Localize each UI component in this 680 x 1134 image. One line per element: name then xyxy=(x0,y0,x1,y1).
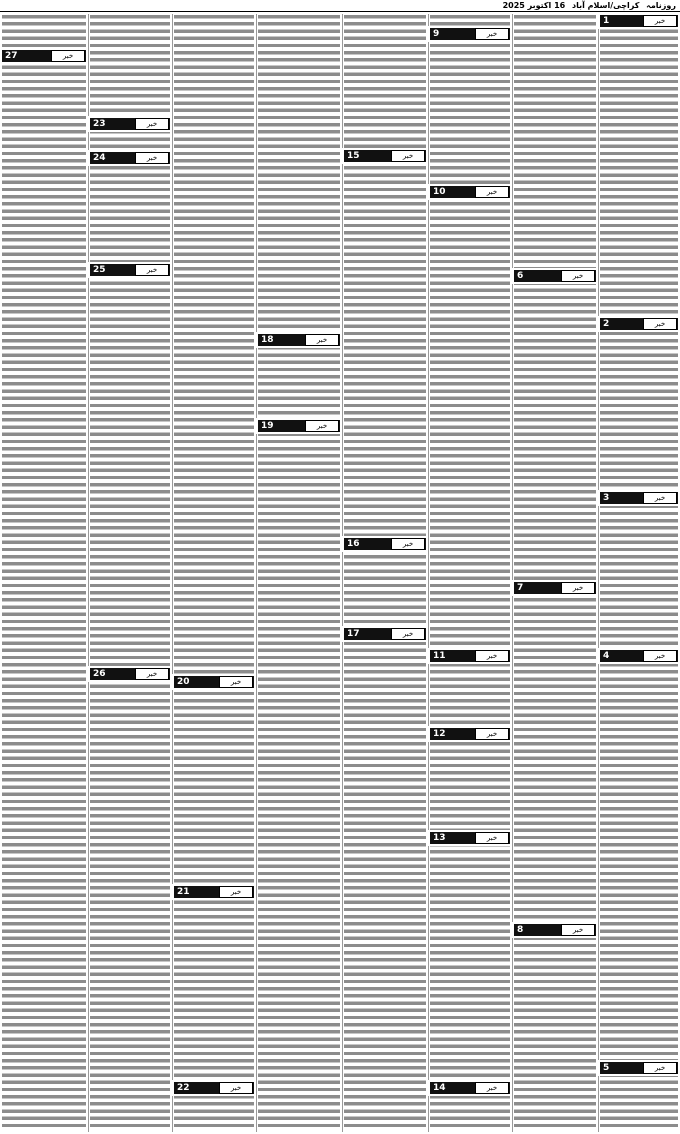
column-divider xyxy=(512,14,513,1132)
story-label: خبر xyxy=(219,886,253,898)
story-number: 7 xyxy=(517,583,524,593)
story-header-14 xyxy=(430,1082,510,1094)
story-label: خبر xyxy=(475,832,509,844)
story-label: خبر xyxy=(391,538,425,550)
story-number: 6 xyxy=(517,271,524,281)
story-header-8 xyxy=(514,924,596,936)
story-label: خبر xyxy=(475,186,509,198)
story-number: 5 xyxy=(603,1063,610,1073)
story-header-12 xyxy=(430,728,510,740)
column-5-text xyxy=(258,15,340,1131)
story-header-23 xyxy=(90,118,170,130)
story-number: 11 xyxy=(433,651,446,661)
story-header-9 xyxy=(430,28,510,40)
story-label: خبر xyxy=(643,318,677,330)
story-number: 19 xyxy=(261,421,274,431)
masthead-edition: کراچی/اسلام آباد xyxy=(572,1,640,10)
story-number: 23 xyxy=(93,119,106,129)
story-number: 15 xyxy=(347,151,360,161)
column-divider xyxy=(428,14,429,1132)
story-label: خبر xyxy=(135,152,169,164)
story-number: 2 xyxy=(603,319,610,329)
column-divider xyxy=(256,14,257,1132)
story-label: خبر xyxy=(135,118,169,130)
story-label: خبر xyxy=(643,15,677,27)
story-number: 8 xyxy=(517,925,524,935)
story-label: خبر xyxy=(561,270,595,282)
story-number: 4 xyxy=(603,651,610,661)
story-label: خبر xyxy=(391,150,425,162)
story-number: 3 xyxy=(603,493,610,503)
story-label: خبر xyxy=(219,1082,253,1094)
column-2-text xyxy=(514,15,596,1131)
story-header-3 xyxy=(600,492,678,504)
column-4-text xyxy=(344,15,426,1131)
story-number: 12 xyxy=(433,729,446,739)
column-1-text xyxy=(600,15,678,1131)
column-7-text xyxy=(90,15,170,1131)
story-header-13 xyxy=(430,832,510,844)
story-header-10 xyxy=(430,186,510,198)
story-label: خبر xyxy=(475,728,509,740)
story-label: خبر xyxy=(135,668,169,680)
story-label: خبر xyxy=(219,676,253,688)
story-label: خبر xyxy=(561,582,595,594)
story-header-15 xyxy=(344,150,426,162)
story-header-21 xyxy=(174,886,254,898)
story-header-5 xyxy=(600,1062,678,1074)
story-number: 16 xyxy=(347,539,360,549)
column-6-text xyxy=(174,15,254,1131)
column-divider xyxy=(598,14,599,1132)
masthead-paper: روزنامہ xyxy=(646,1,676,10)
story-number: 20 xyxy=(177,677,190,687)
story-label: خبر xyxy=(475,28,509,40)
story-number: 9 xyxy=(433,29,440,39)
story-header-20 xyxy=(174,676,254,688)
story-header-4 xyxy=(600,650,678,662)
story-number: 27 xyxy=(5,51,18,61)
story-header-19 xyxy=(258,420,340,432)
story-label: خبر xyxy=(305,334,339,346)
column-divider xyxy=(342,14,343,1132)
column-divider xyxy=(172,14,173,1132)
story-header-18 xyxy=(258,334,340,346)
story-header-24 xyxy=(90,152,170,164)
story-number: 24 xyxy=(93,153,106,163)
story-header-6 xyxy=(514,270,596,282)
story-number: 14 xyxy=(433,1083,446,1093)
story-label: خبر xyxy=(643,650,677,662)
column-3-text xyxy=(430,15,510,1131)
story-number: 10 xyxy=(433,187,446,197)
story-label: خبر xyxy=(643,492,677,504)
story-number: 21 xyxy=(177,887,190,897)
story-label: خبر xyxy=(643,1062,677,1074)
story-header-7 xyxy=(514,582,596,594)
story-label: خبر xyxy=(305,420,339,432)
story-label: خبر xyxy=(475,650,509,662)
column-8-text xyxy=(2,15,86,1131)
story-header-27 xyxy=(2,50,86,62)
story-number: 13 xyxy=(433,833,446,843)
story-header-25 xyxy=(90,264,170,276)
story-header-22 xyxy=(174,1082,254,1094)
story-header-2 xyxy=(600,318,678,330)
masthead xyxy=(0,0,680,12)
story-label: خبر xyxy=(51,50,85,62)
story-label: خبر xyxy=(135,264,169,276)
story-header-16 xyxy=(344,538,426,550)
story-number: 17 xyxy=(347,629,360,639)
story-number: 26 xyxy=(93,669,106,679)
story-label: خبر xyxy=(391,628,425,640)
story-number: 18 xyxy=(261,335,274,345)
column-divider xyxy=(88,14,89,1132)
story-number: 1 xyxy=(603,16,610,26)
story-header-26 xyxy=(90,668,170,680)
story-number: 25 xyxy=(93,265,106,275)
story-header-17 xyxy=(344,628,426,640)
story-label: خبر xyxy=(475,1082,509,1094)
story-number: 22 xyxy=(177,1083,190,1093)
story-label: خبر xyxy=(561,924,595,936)
masthead-date: 16 اکتوبر 2025 xyxy=(502,1,566,10)
story-header-1 xyxy=(600,15,678,27)
story-header-11 xyxy=(430,650,510,662)
